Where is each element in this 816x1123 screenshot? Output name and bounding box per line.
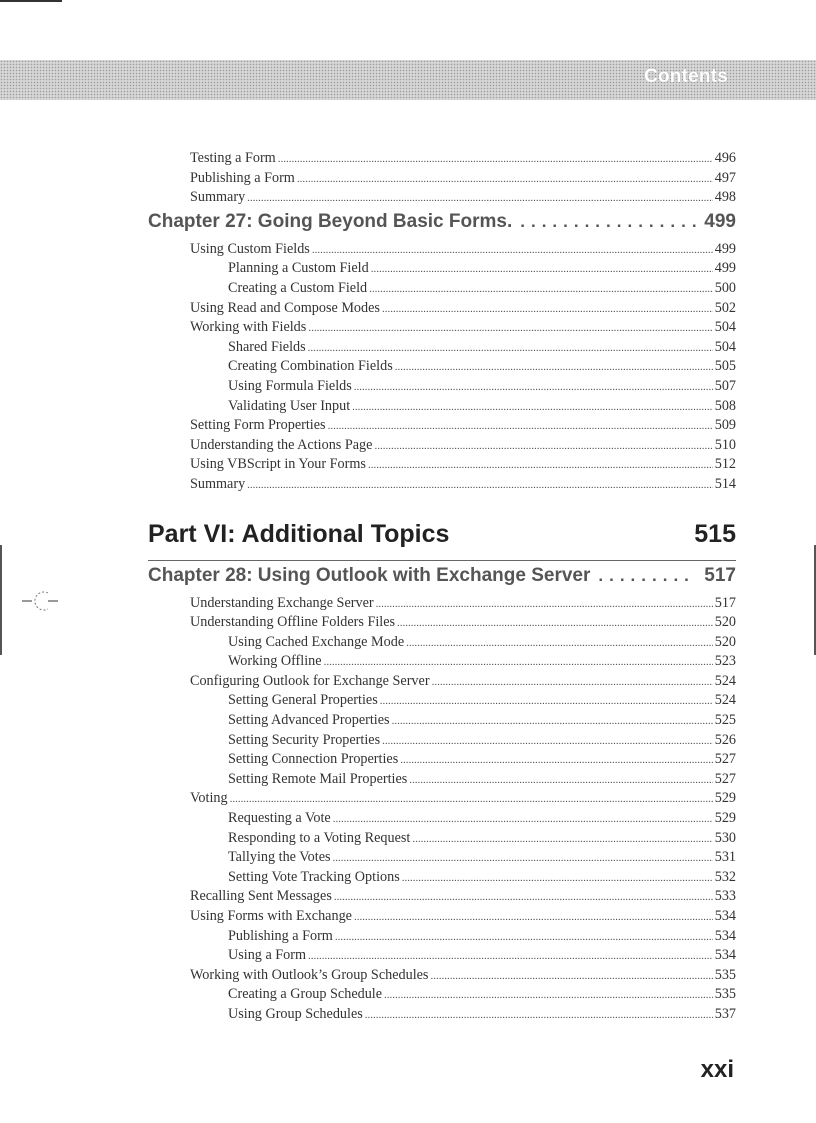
toc-chapter-28[interactable] (0, 565, 816, 595)
toc-entry-page: 497 (714, 169, 736, 186)
toc-entry-page: 532 (714, 868, 736, 885)
toc-entry-page: 537 (714, 1005, 736, 1022)
dot-leader (376, 598, 713, 610)
toc-entry-label: Using Formula Fields (228, 377, 352, 394)
toc-entry[interactable] (0, 692, 816, 712)
toc-entry[interactable] (0, 1006, 816, 1026)
dot-leader (382, 735, 713, 747)
toc-entry[interactable] (0, 378, 816, 398)
toc-entry-label: Using Custom Fields (190, 240, 310, 257)
running-header-title: Contents (644, 66, 728, 87)
part-page: 515 (694, 519, 736, 548)
toc-entry-page: 512 (714, 456, 736, 473)
toc-entry-page: 500 (714, 279, 736, 296)
toc-entry-label: Setting Connection Properties (228, 751, 399, 768)
toc-entry-page: 524 (714, 672, 736, 689)
toc-entry-page: 510 (714, 436, 736, 453)
dot-leader (354, 911, 713, 923)
dot-leader (333, 852, 713, 864)
toc-group-chapter28 (0, 595, 816, 1026)
dot-leader (371, 263, 713, 275)
dot-leader (406, 637, 713, 649)
toc-entry[interactable] (0, 888, 816, 908)
toc-entry-label: Using Read and Compose Modes (190, 299, 380, 316)
toc-entry-label: Setting Vote Tracking Options (228, 868, 400, 885)
toc-entry-label: Setting Security Properties (228, 731, 381, 748)
toc-entry-label: Setting Remote Mail Properties (228, 770, 408, 787)
toc-entry-label: Creating a Group Schedule (228, 986, 383, 1003)
toc-entry-label: Understanding Offline Folders Files (190, 614, 396, 631)
toc-entry[interactable] (0, 595, 816, 615)
toc-entry[interactable] (0, 790, 816, 810)
toc-entry-page: 534 (714, 927, 736, 944)
dot-leader (430, 970, 712, 982)
toc-entry-label: Requesting a Vote (228, 810, 331, 827)
dot-leader (335, 931, 713, 943)
toc-entry-page: 534 (714, 947, 736, 964)
toc-entry-label: Responding to a Voting Request (228, 829, 411, 846)
dot-leader (400, 754, 712, 766)
toc-entry-label: Using VBScript in Your Forms (190, 456, 366, 473)
toc-entry[interactable] (0, 869, 816, 889)
dot-leader (230, 793, 713, 805)
toc-entry-page: 534 (714, 908, 736, 924)
toc-part-6[interactable] (0, 520, 816, 560)
toc-entry-label: Creating Combination Fields (228, 358, 393, 375)
toc-group-chapter27 (0, 241, 816, 496)
toc-entry-page: 527 (714, 770, 736, 787)
dot-leader (380, 695, 713, 707)
toc-entry[interactable] (0, 417, 816, 437)
toc-entry[interactable] (0, 986, 816, 1006)
toc-chapter-27[interactable] (0, 211, 816, 241)
dot-leader (278, 153, 713, 165)
toc-entry-page: 505 (714, 358, 736, 375)
toc-entry[interactable] (0, 849, 816, 869)
dot-leader (334, 891, 713, 903)
toc-entry-label: Using Group Schedules (228, 1005, 363, 1022)
toc-entry[interactable] (0, 634, 816, 654)
toc-entry[interactable] (0, 150, 816, 170)
toc-entry-page: 502 (714, 299, 736, 316)
toc-entry[interactable] (0, 614, 816, 634)
dot-leader (369, 283, 713, 295)
toc-entry[interactable] (0, 771, 816, 791)
toc-entry-page: 520 (714, 614, 736, 631)
toc-entry[interactable] (0, 437, 816, 457)
dot-leader (395, 361, 713, 373)
toc-entry-page: 533 (714, 888, 736, 905)
toc-entry[interactable] (0, 260, 816, 280)
page-number: xxi (700, 1056, 734, 1083)
toc-entry-label: Working Offline (228, 653, 322, 670)
toc-entry[interactable] (0, 170, 816, 190)
toc-entry-page: 504 (714, 338, 736, 355)
toc-entry[interactable] (0, 339, 816, 359)
dot-leader (392, 715, 713, 727)
toc-entry[interactable] (0, 319, 816, 339)
toc-entry-label: Voting (190, 790, 228, 807)
toc-entry-label: Summary (190, 189, 246, 206)
dot-leader (247, 192, 713, 204)
toc-entry-label: Setting Advanced Properties (228, 712, 390, 729)
toc-entry-label: Using Cached Exchange Mode (228, 633, 405, 650)
toc-entry-page: 509 (714, 417, 736, 434)
toc-entry-label: Working with Outlook’s Group Schedules (190, 966, 429, 983)
dot-leader (247, 479, 713, 491)
toc-entry-page: 531 (714, 849, 736, 866)
toc-entry-label: Planning a Custom Field (228, 260, 369, 277)
dot-leader (520, 212, 696, 232)
toc-entry[interactable] (0, 908, 816, 928)
toc-entry-page: 504 (714, 319, 736, 336)
toc-entry[interactable] (0, 280, 816, 300)
dot-leader (382, 303, 713, 315)
toc-entry-page: 529 (714, 790, 736, 807)
dot-leader (384, 989, 713, 1001)
toc-entry-label: Using Forms with Exchange (190, 908, 352, 924)
toc-entry-label: Setting General Properties (228, 692, 378, 709)
toc-entry-page: 517 (714, 594, 736, 611)
toc-entry[interactable] (0, 456, 816, 476)
toc-entry-label: Configuring Outlook for Exchange Server (190, 672, 430, 689)
toc-entry[interactable] (0, 712, 816, 732)
toc-entry-label: Tallying the Votes (228, 849, 331, 866)
toc-entry[interactable] (0, 947, 816, 967)
toc-entry-page: 526 (714, 731, 736, 748)
toc-entry-page: 535 (714, 986, 736, 1003)
dot-leader (598, 566, 696, 586)
toc-entry-label: Publishing a Form (190, 169, 295, 186)
toc-entry[interactable] (0, 810, 816, 830)
dot-leader (308, 342, 713, 354)
dot-leader (409, 774, 712, 786)
toc-entry[interactable] (0, 300, 816, 320)
toc-entry[interactable] (0, 928, 816, 948)
dot-leader (352, 401, 713, 413)
dot-leader (354, 381, 713, 393)
dot-leader (312, 244, 713, 256)
chapter-page: 517 (704, 564, 736, 586)
toc-entry-page: 527 (714, 751, 736, 768)
dot-leader (402, 872, 713, 884)
toc-entry[interactable] (0, 653, 816, 673)
toc-entry[interactable] (0, 751, 816, 771)
dot-leader (324, 656, 713, 668)
toc-entry-label: Recalling Sent Messages (190, 888, 332, 905)
toc-group-chapter26-end (0, 150, 816, 209)
toc-entry-label: Understanding Exchange Server (190, 594, 374, 611)
dot-leader (412, 833, 712, 845)
toc-entry-page: 530 (714, 829, 736, 846)
toc-entry[interactable] (0, 830, 816, 850)
toc-entry-label: Validating User Input (228, 397, 351, 414)
toc-entry[interactable] (0, 967, 816, 987)
dot-leader (333, 813, 713, 825)
toc-entry-page: 529 (714, 810, 736, 827)
dot-leader (308, 950, 713, 962)
toc-entry-label: Creating a Custom Field (228, 279, 368, 296)
toc-entry-page: 498 (714, 189, 736, 206)
chapter-title: Chapter 27: Going Beyond Basic Forms. (148, 210, 513, 232)
toc-entry-label: Understanding the Actions Page (190, 436, 373, 453)
toc-entry-page: 524 (714, 692, 736, 709)
dot-leader (374, 440, 712, 452)
toc-entry-label: Setting Form Properties (190, 417, 326, 434)
dot-leader (328, 420, 713, 432)
toc-entry[interactable] (0, 241, 816, 261)
corner-rule (0, 0, 62, 2)
toc-entry[interactable] (0, 673, 816, 693)
toc-entry[interactable] (0, 398, 816, 418)
toc-entry-label: Testing a Form (190, 150, 276, 166)
toc-entry[interactable] (0, 732, 816, 752)
toc-entry-page: 507 (714, 377, 736, 394)
dot-leader (365, 1009, 713, 1021)
dot-leader (308, 322, 712, 334)
part-title: Part VI: Additional Topics (148, 519, 450, 548)
toc-entry-page: 514 (714, 475, 736, 492)
toc-entry-page: 496 (714, 150, 736, 166)
dot-leader (397, 617, 713, 629)
toc-entry-page: 508 (714, 397, 736, 414)
toc-entry-page: 520 (714, 633, 736, 650)
toc-entry-label: Summary (190, 475, 246, 492)
table-of-contents (0, 150, 816, 1026)
toc-entry[interactable] (0, 476, 816, 496)
toc-entry[interactable] (0, 358, 816, 378)
toc-entry-page: 499 (714, 260, 736, 277)
toc-entry-label: Shared Fields (228, 338, 306, 355)
toc-entry-page: 525 (714, 712, 736, 729)
dot-leader (368, 459, 713, 471)
toc-entry-label: Working with Fields (190, 319, 307, 336)
dot-leader (432, 676, 713, 688)
toc-entry-page: 499 (714, 240, 736, 257)
toc-entry[interactable] (0, 189, 816, 209)
chapter-page: 499 (704, 210, 736, 232)
toc-entry-label: Publishing a Form (228, 927, 333, 944)
chapter-title: Chapter 28: Using Outlook with Exchange Server (148, 564, 591, 586)
toc-entry-page: 523 (714, 653, 736, 670)
toc-entry-label: Using a Form (228, 947, 307, 964)
dot-leader (297, 173, 713, 185)
toc-entry-page: 535 (714, 966, 736, 983)
